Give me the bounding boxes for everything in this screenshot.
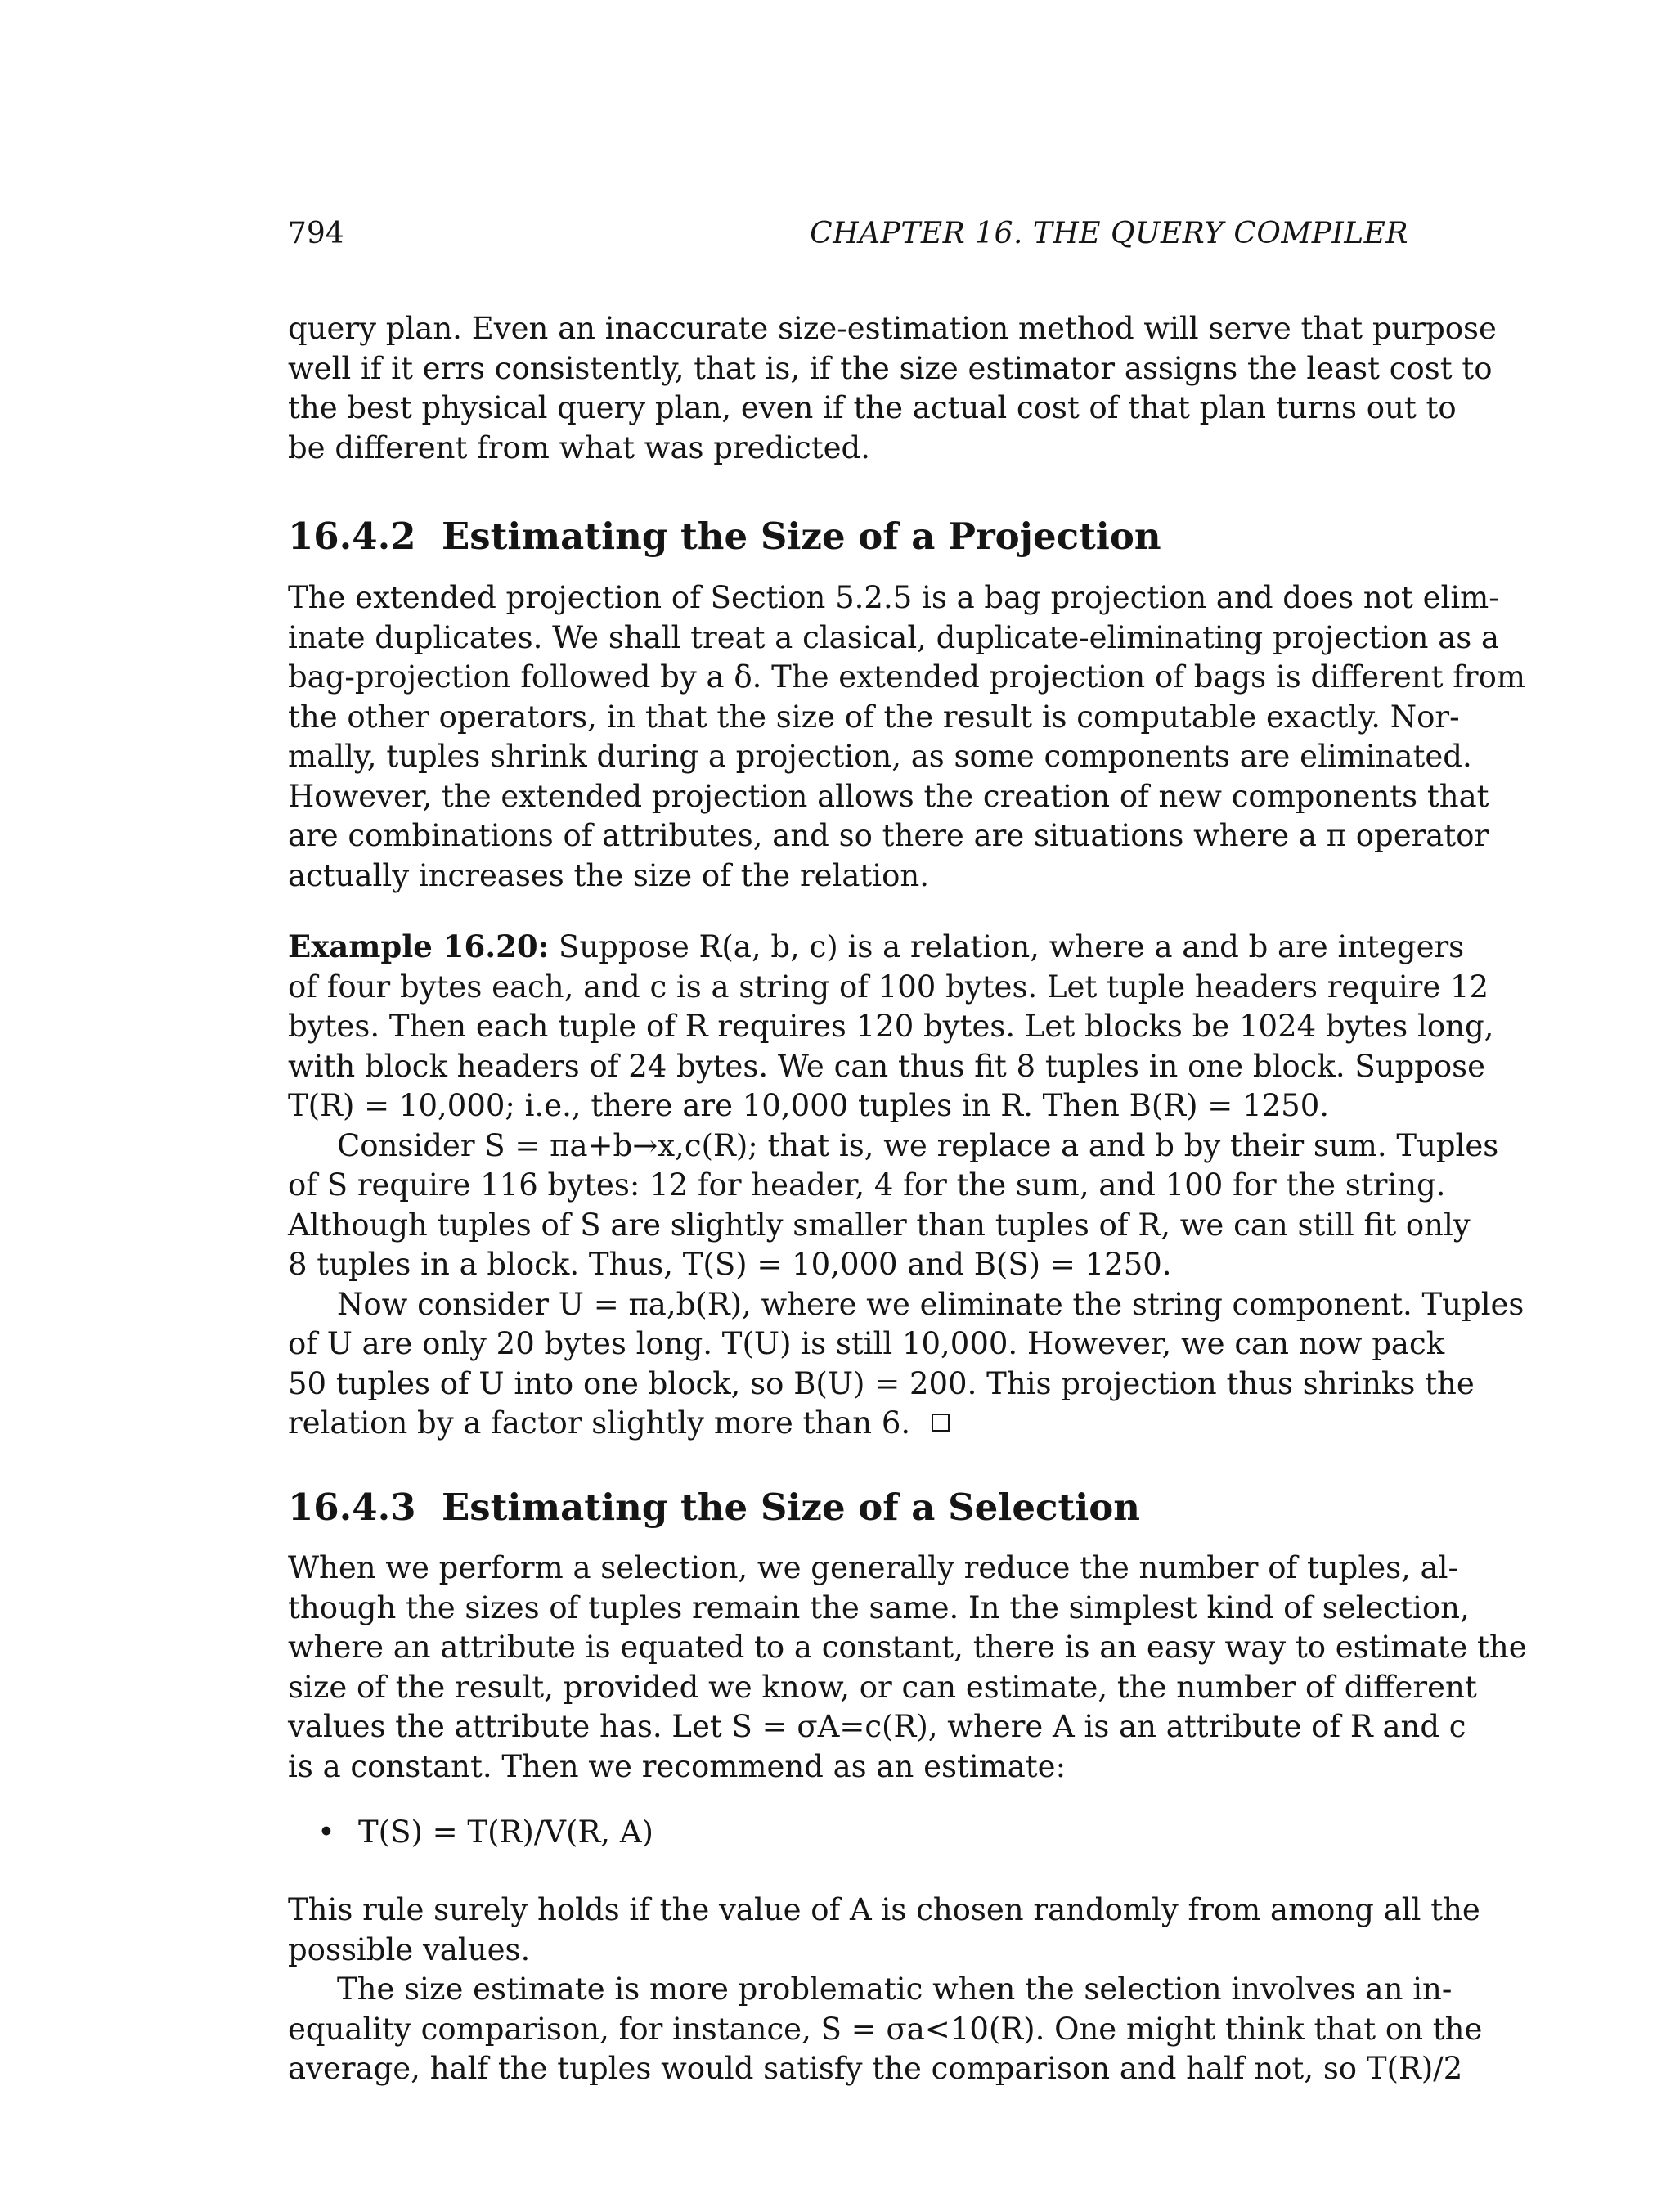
example-label: Example 16.20: xyxy=(288,928,550,964)
section-heading xyxy=(288,514,1161,560)
text-line xyxy=(288,927,1465,968)
text-line: Although tuples of S are slightly smaller than tuples of R, we can still fit only xyxy=(288,1207,1471,1243)
text-line: values the attribute has. Let S = σA=c(R), where A is an attribute of R and c xyxy=(288,1709,1466,1744)
text-line: mally, tuples shrink during a projection, as some components are eliminated. xyxy=(288,739,1472,774)
end-of-example-icon xyxy=(932,1414,950,1432)
text-line: However, the extended projection allows the creation of new components that xyxy=(288,778,1489,814)
estimate-bullet xyxy=(317,1813,653,1853)
text-line: of four bytes each, and c is a string of 100 bytes. Let tuple headers require 12 xyxy=(288,969,1489,1005)
text-line: is a constant. Then we recommend as an estimate: xyxy=(288,1748,1067,1784)
rule-paragraph xyxy=(288,1891,1483,2089)
text-line: T(R) = 10,000; i.e., there are 10,000 tuples in R. Then B(R) = 1250. xyxy=(288,1088,1329,1123)
text-line: of S require 116 bytes: 12 for header, 4 for the sum, and 100 for the string. xyxy=(288,1167,1446,1203)
text-line: of U are only 20 bytes long. T(U) is still 10,000. However, we can now pack xyxy=(288,1326,1445,1361)
text-line: This rule surely holds if the value of A is chosen randomly from among all the xyxy=(288,1892,1480,1927)
text-line: Now consider U = πa,b(R), where we eliminate the string component. Tuples xyxy=(337,1286,1525,1322)
text-line: possible values. xyxy=(288,1931,531,1967)
text-line: bytes. Then each tuple of R requires 120 bytes. Let blocks be 1024 bytes long, xyxy=(288,1009,1494,1044)
text-line: inate duplicates. We shall treat a clasical, duplicate-eliminating projection as a xyxy=(288,619,1500,655)
section-number: 16.4.2 xyxy=(288,515,416,558)
text-line: be different from what was predicted. xyxy=(288,429,870,465)
text-line: the other operators, in that the size of the result is computable exactly. Nor- xyxy=(288,699,1460,735)
section-title: Estimating the Size of a Selection xyxy=(442,1486,1140,1529)
text-line: Consider S = πa+b→x,c(R); that is, we replace a and b by their sum. Tuples xyxy=(337,1127,1499,1163)
text-line: The extended projection of Section 5.2.5 is a bag projection and does not elim- xyxy=(288,580,1499,615)
section-number: 16.4.3 xyxy=(288,1486,416,1529)
text-line: where an attribute is equated to a constant, there is an easy way to estimate the xyxy=(288,1630,1527,1665)
section-heading xyxy=(288,1485,1140,1531)
bullet-icon: • xyxy=(317,1814,335,1850)
text-line: bag-projection followed by a δ. The extended projection of bags is different from xyxy=(288,659,1525,695)
selection-paragraph xyxy=(288,1549,1527,1787)
text-line: average, half the tuples would satisfy the comparison and half not, so T(R)/2 xyxy=(288,2051,1463,2086)
intro-paragraph xyxy=(288,309,1497,468)
text-line: When we perform a selection, we generally reduce the number of tuples, al- xyxy=(288,1550,1459,1585)
text-line: 8 tuples in a block. Thus, T(S) = 10,000 and B(S) = 1250. xyxy=(288,1247,1172,1282)
example-16-20 xyxy=(288,927,1525,1444)
example-text: Suppose R(a, b, c) is a relation, where a and b are integers xyxy=(559,929,1465,964)
page-header xyxy=(288,214,1408,255)
text-line: the best physical query plan, even if the actual cost of that plan turns out to xyxy=(288,390,1457,425)
running-title: CHAPTER 16. THE QUERY COMPILER xyxy=(810,217,1408,250)
section-title: Estimating the Size of a Projection xyxy=(442,515,1161,558)
text-line: equality comparison, for instance, S = σa<10(R). One might think that on the xyxy=(288,2011,1483,2047)
text-line: well if it errs consistently, that is, if the size estimator assigns the least cost to xyxy=(288,350,1493,386)
text-line: 50 tuples of U into one block, so B(U) = 200. This projection thus shrinks the xyxy=(288,1365,1475,1401)
text-line xyxy=(288,1404,1408,1444)
bullet-formula: T(S) = T(R)/V(R, A) xyxy=(358,1814,653,1850)
text-line: size of the result, provided we know, or can estimate, the number of different xyxy=(288,1669,1477,1705)
text-line: actually increases the size of the relation. xyxy=(288,857,929,893)
text-line: query plan. Even an inaccurate size-estimation method will serve that purpose xyxy=(288,311,1497,346)
text-line: are combinations of attributes, and so there are situations where a π operator xyxy=(288,818,1489,853)
text-line: though the sizes of tuples remain the same. In the simplest kind of selection, xyxy=(288,1589,1470,1625)
text-line: with block headers of 24 bytes. We can thus fit 8 tuples in one block. Suppose xyxy=(288,1048,1486,1084)
projection-paragraph xyxy=(288,578,1525,896)
example-end-text: relation by a factor slightly more than 6. xyxy=(288,1405,911,1441)
text-line: The size estimate is more problematic when the selection involves an in- xyxy=(337,1971,1453,2007)
page-number: 794 xyxy=(288,217,344,250)
